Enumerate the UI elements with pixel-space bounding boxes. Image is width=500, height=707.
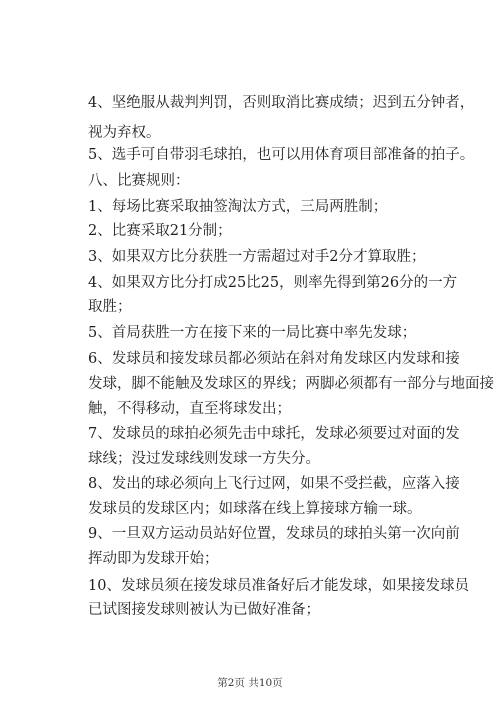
text-line: 取胜； — [88, 299, 132, 315]
text-line: 9、一旦双方运动员站好位置，发球员的球拍头第一次向前 — [88, 526, 460, 542]
text-line: 球线；没过发球线则发球一方失分。 — [88, 451, 320, 467]
text-line: 3、如果双方比分获胜一方需超过对手2分才算取胜； — [88, 249, 426, 265]
text-line: 6、发球员和接发球员都必须站在斜对角发球区内发球和接 — [88, 351, 460, 367]
text-line: 7、发球员的球拍必须先击中球托，发球必须要过对面的发 — [88, 426, 460, 442]
text-line: 发球员的发球区内；如球落在线上算接球方输一球。 — [88, 501, 422, 517]
text-line: 4、如果双方比分打成25比25，则率先得到第26分的一方 — [88, 275, 458, 291]
text-line: 1、每场比赛采取抽签淘汰方式，三局两胜制； — [88, 199, 388, 215]
text-line: 8、发出的球必须向上飞行过网，如果不受拦截，应落入接 — [88, 476, 460, 492]
text-line: 4、坚绝服从裁判判罚，否则取消比赛成绩；迟到五分钟者， — [88, 95, 475, 111]
text-line: 触，不得移动，直至将球发出； — [88, 401, 291, 417]
text-line: 5、选手可自带羽毛球拍，也可以用体育项目部准备的拍子。 — [88, 147, 475, 163]
text-line: 5、首局获胜一方在接下来的一局比赛中率先发球； — [88, 325, 417, 341]
page-footer: 第2页 共10页 — [217, 677, 283, 689]
text-line: 视为弃权。 — [88, 125, 161, 141]
text-line: 2、比赛采取21分制； — [88, 223, 232, 239]
section-heading: 八、比赛规则： — [88, 173, 190, 189]
text-line: 挥动即为发球开始； — [88, 551, 219, 567]
text-line: 发球，脚不能触及发球区的界线；两脚必须都有一部分与地面接 — [88, 376, 494, 392]
text-line: 10、发球员须在接发球员准备好后才能发球，如果接发球员 — [88, 578, 469, 594]
text-line: 已试图接发球则被认为已做好准备； — [88, 602, 320, 618]
